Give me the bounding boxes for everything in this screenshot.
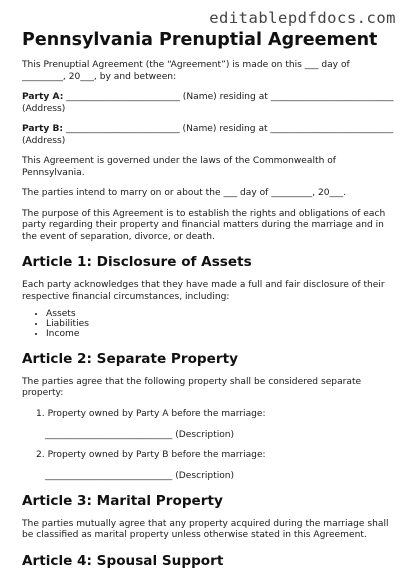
party-a-line: [22, 92, 394, 115]
party-a-text: _________________________ (Name) residing at ___________________________ (Address): [22, 92, 394, 114]
purpose-paragraph: The purpose of this Agreement is to establish the rights and obligations of each party regarding their property and financial matters during the marriage and in the event of separation, divorce, or death.: [22, 208, 386, 242]
list-item: • Assets: [46, 309, 394, 319]
party-b-line: [22, 124, 394, 147]
list-item: [36, 409, 394, 441]
article-1-list: [22, 309, 394, 340]
marriage-date-paragraph: The parties intend to marry on or about the ___ day of _________, 20___.: [22, 188, 347, 198]
document-page: [22, 30, 394, 579]
list-item-text: 2. Property owned by Party B before the marriage:: [36, 449, 266, 460]
governing-law-paragraph: This Agreement is governed under the laws of the Commonwealth of Pennsylvania.: [22, 156, 336, 178]
list-item-text: 1. Property owned by Party A before the marriage:: [36, 408, 266, 419]
party-b-text: _________________________ (Name) residing at ___________________________ (Address): [22, 124, 394, 146]
party-b-label: Party B:: [22, 124, 64, 134]
article-1-heading: Article 1: Disclosure of Assets: [22, 254, 252, 270]
list-item: [36, 450, 394, 482]
description-blank: ____________________________ (Description): [45, 470, 235, 481]
article-3-heading: Article 3: Marital Property: [22, 492, 223, 509]
article-3-body: The parties mutually agree that any property acquired during the marriage shall be classified as marital property unless otherwise stated in this Agreement.: [22, 518, 389, 541]
article-4-heading: Article 4: Spousal Support: [22, 552, 224, 569]
list-item: • Liabilities: [46, 319, 394, 329]
document-title: Pennsylvania Prenuptial Agreement: [22, 30, 378, 50]
description-blank: ____________________________ (Description): [45, 429, 235, 440]
list-item: • Income: [46, 329, 394, 339]
intro-paragraph: This Prenuptial Agreement (the “Agreement”) is made on this ___ day of _________, 20___, by and between:: [22, 60, 350, 82]
site-watermark: editablepdfdocs.com: [209, 9, 396, 27]
article-2-list: [22, 409, 394, 482]
article-2-body: The parties agree that the following property shall be considered separate property:: [22, 376, 362, 399]
article-2-heading: Article 2: Separate Property: [22, 350, 238, 367]
party-a-label: Party A:: [22, 92, 64, 102]
article-1-body: Each party acknowledges that they have made a full and fair disclosure of their respective financial circumstances, including:: [22, 280, 385, 302]
